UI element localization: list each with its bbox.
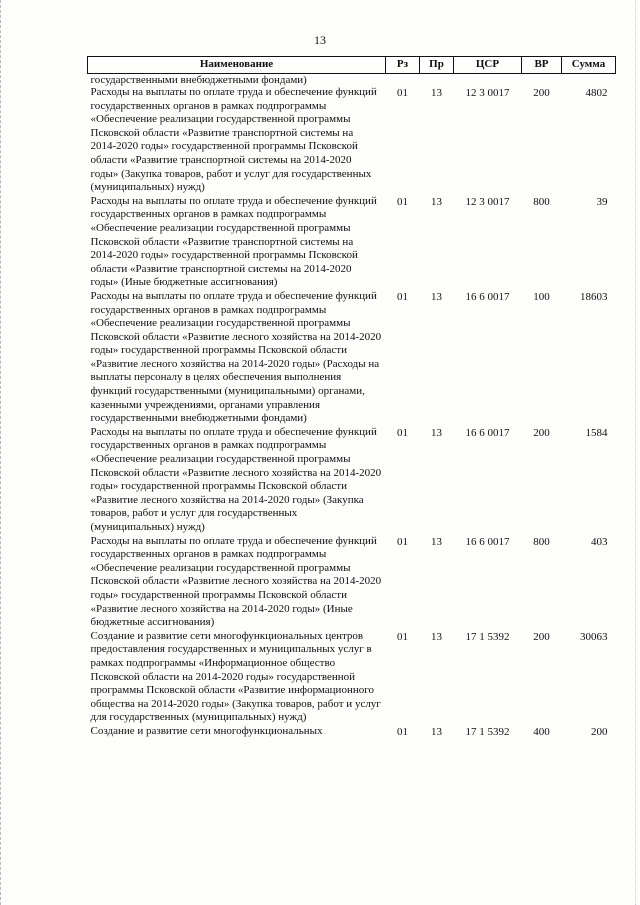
table-row (88, 630, 616, 725)
row-name: Расходы на выплаты по оплате труда и обеспечение функций государственных органов в рамках подпрограммы «Обеспечение реализации государственной программы Псковской области «Развитие транспортной системы на 2014-2020 годы» государственной программы Псковской области «Развитие транспортной системы на 2014-2020 годы» (Закупка товаров, работ и услуг для государственных (муниципальных) нужд) (90, 86, 377, 194)
header-name: Наименование (88, 57, 386, 74)
row-vr: 800 (533, 535, 550, 548)
table-row (88, 195, 616, 290)
table-row (88, 86, 616, 195)
row-csr: 16 6 0017 (465, 535, 510, 548)
scan-edge-right (635, 0, 638, 905)
row-name: Расходы на выплаты по оплате труда и обеспечение функций государственных органов в рамках подпрограммы «Обеспечение реализации государственной программы Псковской области «Развитие транспортной системы на 2014-2020 годы» государственной программы Псковской области «Развитие транспортной системы на 2014-2020 годы» (Иные бюджетные ассигнования) (90, 194, 377, 289)
row-sum: 200 (591, 725, 608, 738)
scan-edge-left (0, 0, 3, 905)
row-rz: 01 (397, 195, 408, 208)
row-rz: 01 (397, 535, 408, 548)
row-rz: 01 (397, 630, 408, 643)
row-sum: 39 (596, 195, 608, 208)
row-pr: 13 (431, 195, 442, 208)
row-rz: 01 (397, 725, 408, 738)
table-row (88, 725, 616, 740)
continuation-text: государственными внебюджетными фондами) (90, 74, 307, 86)
table-row (88, 426, 616, 535)
table-row (88, 535, 616, 630)
row-csr: 16 6 0017 (465, 426, 510, 439)
row-sum: 18603 (580, 290, 608, 303)
row-vr: 400 (533, 725, 550, 738)
row-sum: 30063 (580, 630, 608, 643)
row-pr: 13 (431, 87, 442, 99)
row-csr: 12 3 0017 (465, 195, 510, 208)
page-number: 13 (314, 33, 326, 47)
header-vr: ВР (522, 57, 562, 74)
row-vr: 100 (533, 290, 550, 303)
row-vr: 200 (533, 630, 550, 643)
row-pr: 13 (431, 725, 442, 738)
row-csr: 17 1 5392 (465, 725, 510, 738)
table-row-continuation (88, 74, 616, 87)
row-pr: 13 (431, 426, 442, 439)
row-csr: 16 6 0017 (465, 290, 510, 303)
row-pr: 13 (431, 290, 442, 303)
row-csr: 12 3 0017 (465, 87, 510, 99)
row-vr: 800 (533, 195, 550, 208)
header-pr: Пр (420, 57, 454, 74)
header-sum: Сумма (562, 57, 616, 74)
row-name: Расходы на выплаты по оплате труда и обеспечение функций государственных органов в рамках подпрограммы «Обеспечение реализации государственной программы Псковской области «Развитие лесного хозяйства на 2014-2020 годы» государственной программы Псковской области «Развитие лесного хозяйства на 2014-2020 годы» (Закупка товаров, работ и услуг для государственных (муниципальных) нужд) (90, 425, 382, 533)
table-header-row (88, 57, 616, 74)
header-csr: ЦСР (454, 57, 522, 74)
row-name: Создание и развитие сети многофункциональных центров предоставления государственных и муниципальных услуг в рамках подпрограммы «Информационное общество Псковской области на 2014-2020 годы» государственной программы Псковской области «Развитие информационного общества на 2014-2020 годы» (Закупка товаров, работ и услуг для государственных (муниципальных) нужд) (90, 629, 381, 724)
row-sum: 403 (591, 535, 608, 548)
row-name: Расходы на выплаты по оплате труда и обеспечение функций государственных органов в рамках подпрограммы «Обеспечение реализации государственной программы Псковской области «Развитие лесного хозяйства на 2014-2020 годы» государственной программы Псковской области «Развитие лесного хозяйства на 2014-2020 годы» (Расходы на выплаты персоналу в целях обеспечения выполнения функций государственными (муниципальными) органами, казенными учреждениями, органами управления государственными внебюджетными фондами) (90, 289, 382, 425)
row-name: Создание и развитие сети многофункциональных (90, 724, 323, 737)
header-rz: Рз (386, 57, 420, 74)
row-rz: 01 (397, 426, 408, 439)
row-sum: 1584 (585, 426, 608, 439)
row-name: Расходы на выплаты по оплате труда и обеспечение функций государственных органов в рамках подпрограммы «Обеспечение реализации государственной программы Псковской области «Развитие лесного хозяйства на 2014-2020 годы» государственной программы Псковской области «Развитие лесного хозяйства на 2014-2020 годы» (Иные бюджетные ассигнования) (90, 534, 382, 629)
table-row (88, 290, 616, 426)
row-pr: 13 (431, 535, 442, 548)
row-rz: 01 (397, 87, 408, 99)
row-rz: 01 (397, 290, 408, 303)
row-vr: 200 (533, 426, 550, 439)
budget-table (87, 56, 616, 740)
row-pr: 13 (431, 630, 442, 643)
row-vr: 200 (533, 87, 550, 99)
row-sum: 4802 (585, 87, 608, 99)
row-csr: 17 1 5392 (465, 630, 510, 643)
